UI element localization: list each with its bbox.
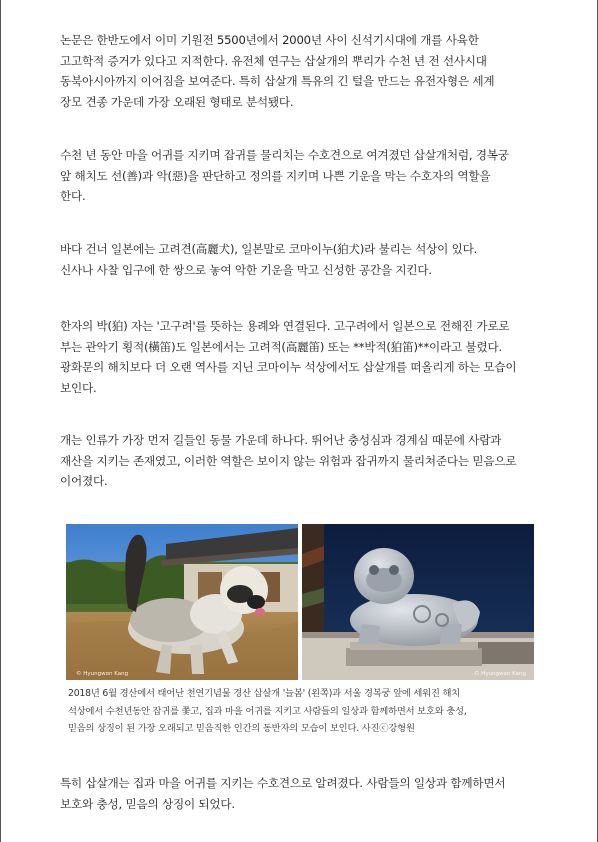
photo-credit-right: © Hyungwon Kang xyxy=(473,671,526,677)
paragraph-4: 한자의 박(狛) 자는 '고구려'를 뜻하는 용례와 연결된다. 고구려에서 일본으로 전해진 가로로 부는 관악기 횡적(橫笛)도 일본에서는 고려적(高麗笛) 또는 **박적(狛笛)**이라고 불렸다. 광화문의 해치보다 더 오랜 역사를 지닌 코마이누 석상에서도 삽살개를 떠올리게 하는 모습이 보인다. xyxy=(60,319,517,395)
paragraph-2: 수천 년 동안 마을 어귀를 지키며 잡귀를 물리치는 수호견으로 여겨졌던 삽살개처럼, 경복궁 앞 해치도 선(善)과 악(惡)을 판단하고 정의를 지키며 나쁜 기운을 막는 수호자의 역할을 한다. xyxy=(60,148,509,203)
photo-credit-left: © Hyungwon Kang xyxy=(76,671,129,677)
sapsali-dog-image xyxy=(66,524,298,680)
figure-caption: 2018년 6월 경산에서 태어난 천연기념물 경산 삽살개 '늘봄' (왼쪽)과 서울 경복궁 앞에 세워진 해치 석상에서 수천년동안 잡귀를 쫓고, 집과 마을 어귀를 지키고 사람들의 일상과 함께하면서 보호와 충성, 믿음의 상징이 된 가장 오래되고 믿음직한 인간의 동반자의 모습이 보인다. 사진ⓒ강형원 xyxy=(68,688,467,734)
paragraph-6: 특히 삽살개는 집과 마을 어귀를 지키는 수호견으로 알려졌다. 사람들의 일상과 함께하면서 보호와 충성, 믿음의 상징이 되었다. xyxy=(60,776,506,811)
paragraph-1: 논문은 한반도에서 이미 기원전 5500년에서 2000년 사이 신석기시대에 개를 사육한 고고학적 증거가 있다고 지적한다. 유전체 연구는 삽살개의 뿌리가 수천 년 전 선사시대 동북아시아까지 이어짐을 보여준다. 특히 삽살개 특유의 긴 털을 만드는 유전자형은 세계 장모 견종 가운데 가장 오래된 형태로 분석됐다. xyxy=(60,33,495,109)
haechi-statue-image xyxy=(302,524,534,680)
paragraph-3: 바다 건너 일본에는 고려견(高麗犬), 일본말로 코마이누(狛犬)라 불리는 석상이 있다. 신사나 사찰 입구에 한 쌍으로 놓여 악한 기운을 막고 신성한 공간을 지킨다. xyxy=(60,242,478,277)
page-border-left xyxy=(0,0,1,842)
sapsali-dog-photo xyxy=(66,524,298,680)
haechi-statue-photo xyxy=(302,524,534,680)
figure-photos xyxy=(66,524,534,680)
article-figure xyxy=(66,524,534,738)
paragraph-5: 개는 인류가 가장 먼저 길들인 동물 가운데 하나다. 뛰어난 충성심과 경계심 때문에 사람과 재산을 지키는 존재였고, 이러한 역할은 보이지 않는 위험과 잡귀까지 물리쳐준다는 믿음으로 이어졌다. xyxy=(60,433,517,488)
